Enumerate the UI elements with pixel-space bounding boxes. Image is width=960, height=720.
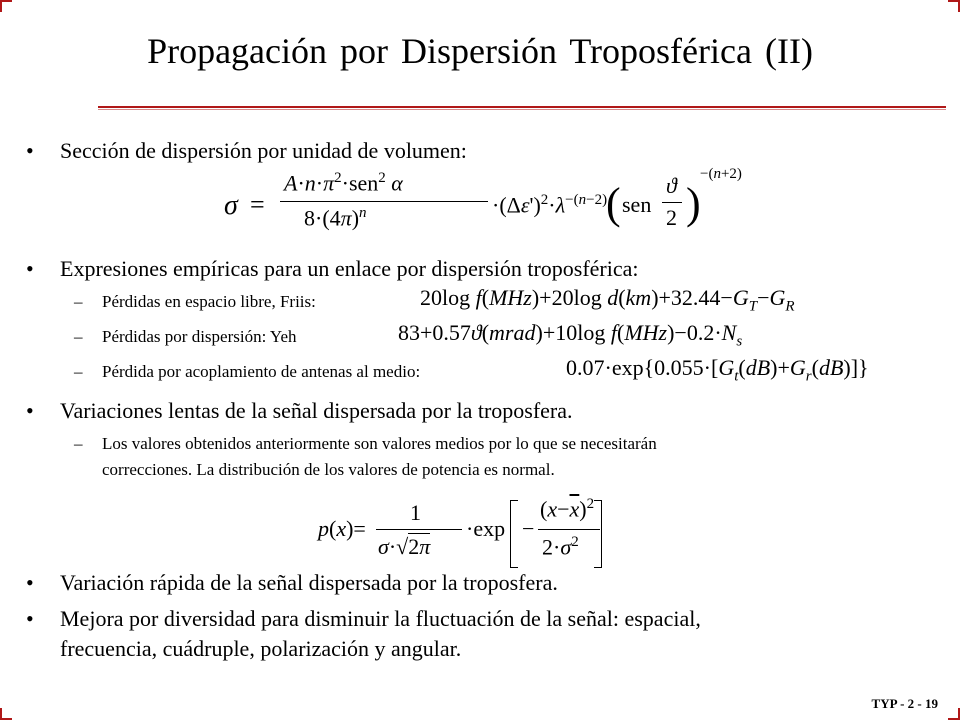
bullet-text: Variaciones lentas de la señal dispersada por la troposfera.	[60, 398, 573, 423]
bullet-marker: •	[26, 606, 34, 631]
bullet-text: Expresiones empíricas para un enlace por dispersión troposférica:	[60, 256, 639, 281]
bullet-text-continued: frecuencia, cuádruple, polarización y angular.	[60, 636, 462, 661]
frame-corner-bottom-right	[948, 708, 960, 720]
frame-corner-top-left	[0, 0, 12, 12]
equation-normal-pdf: p(x)= 1 σ·√2π ·exp − $(x-\overline{x})^2$ $2\cdot\sigma^2$	[318, 494, 608, 572]
bullet-marker: •	[26, 138, 34, 163]
equation-coupling: $0.07\cdot\exp\{0.055\cdot[G_t(dB)+G_r(dB)]\}$	[566, 355, 869, 385]
slide-footer: TYP - 2 - 19	[871, 696, 938, 711]
bullet-marker: •	[26, 570, 34, 595]
bullet-text: Mejora por diversidad para disminuir la fluctuación de la señal: espacial,	[60, 606, 701, 631]
subitem-text: Pérdida por acoplamiento de antenas al medio:	[102, 362, 421, 381]
subitem-marker: –	[74, 327, 83, 346]
frame-corner-top-right	[948, 0, 960, 12]
bullet-marker: •	[26, 398, 34, 423]
equation-friis: 20log f(MHz)+20log $d(km)+32.44-G_T-G_R$	[420, 285, 795, 315]
title-divider-shadow	[98, 109, 946, 110]
slide-title: Propagación por Dispersión Troposférica (II)	[147, 31, 813, 71]
subitem-marker: –	[74, 434, 83, 453]
equation-sigma: σ = $A\cdot n\cdot\pi^2\cdot sen^2$ α $8\cdot(4\pi)^n$ $\cdot(\Delta\varepsilon')^2\cdot\lambda^{-(n-2)}$ ( sen ϑ 2 )	[224, 170, 701, 231]
bullet-text: Variación rápida de la señal dispersada por la troposfera.	[60, 570, 558, 595]
subitem-text: Los valores obtenidos anteriormente son valores medios por lo que se necesitarán	[102, 434, 657, 453]
subitem-marker: –	[74, 362, 83, 381]
equation-yeh: 83+0.57ϑ(mrad)+10log $f(MHz)-0.2\cdot N_s$	[398, 320, 743, 350]
subitem-text: Pérdidas en espacio libre, Friis:	[102, 292, 316, 311]
subitem-marker: –	[74, 292, 83, 311]
subitem-text-continued: correcciones. La distribución de los valores de potencia es normal.	[102, 460, 555, 479]
title-divider	[98, 106, 946, 108]
frame-corner-bottom-left	[0, 708, 12, 720]
bullet-text: Sección de dispersión por unidad de volumen:	[60, 138, 467, 163]
equation-sigma-exponent: −(n+2)	[700, 166, 742, 182]
bullet-marker: •	[26, 256, 34, 281]
subitem-text: Pérdidas por dispersión: Yeh	[102, 327, 297, 346]
